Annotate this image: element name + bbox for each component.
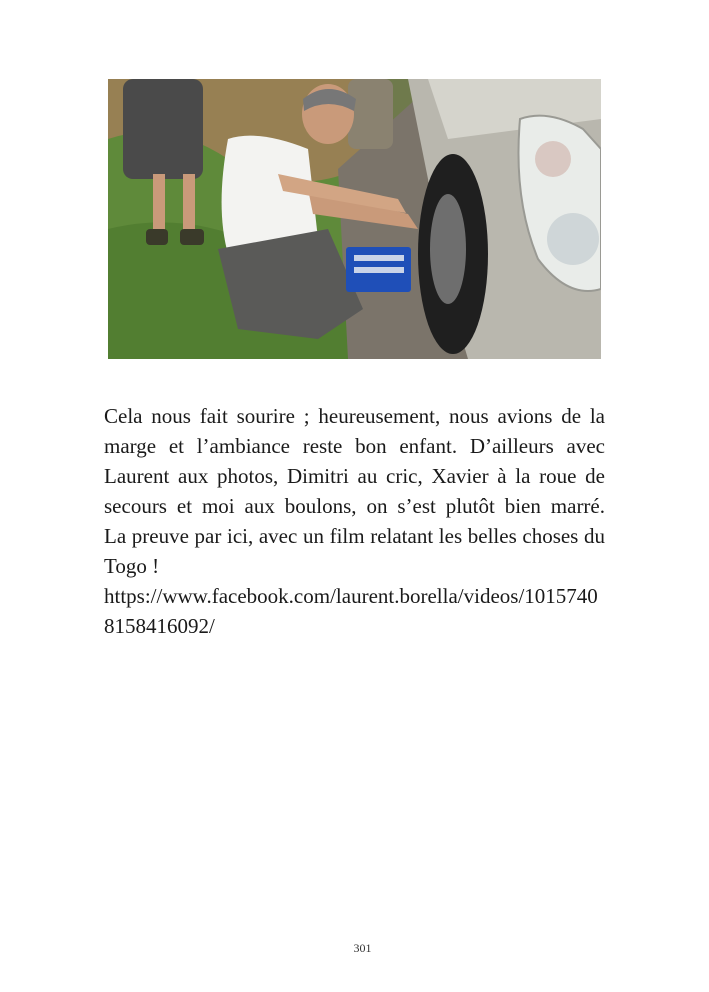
body-text	[104, 401, 605, 641]
photo-helper	[348, 79, 393, 149]
page-number: 301	[353, 941, 372, 955]
photo-illustration	[108, 79, 601, 359]
photo-standing-person	[123, 79, 203, 179]
video-url: https://www.facebook.com/laurent.borella/videos/10157408158416092/	[104, 584, 598, 638]
paragraph-2: La preuve par ici, avec un film relatant les belles choses du Togo !	[104, 524, 605, 578]
paragraph-1: Cela nous fait sourire ; heureusement, nous avions de la marge et l’ambiance reste bon enfant. D’ailleurs avec Laurent aux photos, Dimitri au cric, Xavier à la roue de secours et moi aux boulons, on s’est plutôt bien marré.	[104, 404, 605, 518]
photo-tire-change	[108, 79, 601, 359]
